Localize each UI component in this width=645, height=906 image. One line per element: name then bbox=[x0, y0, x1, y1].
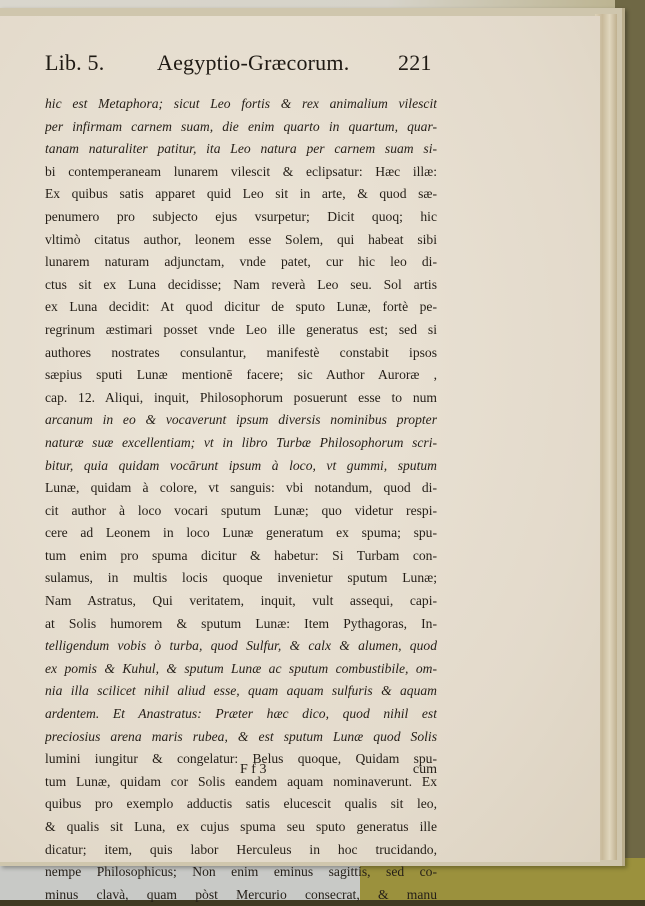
text-line: tanam naturaliter patitur, ita Leo natura per carnem suam si- bbox=[45, 141, 437, 157]
running-head bbox=[45, 50, 445, 84]
text-line: telligendum vobis ò turba, quod Sulfur, & calx & alumen, quod bbox=[45, 638, 437, 654]
catchword: cum bbox=[412, 762, 437, 777]
text-line: authores nostrates consulantur, manifestè constabit ipsos bbox=[45, 344, 437, 360]
text-line: Lunæ, quidam à colore, vt sanguis: vbi notandum, quod di- bbox=[45, 480, 437, 496]
text-line: sæpius sputi Lunæ mentionē facere; sic Author Auroræ , bbox=[45, 367, 437, 383]
text-line: hic est Metaphora; sicut Leo fortis & rex animalium vilescit bbox=[45, 96, 437, 111]
text-line: tum enim pro spuma dicitur & habetur: Si Turbam con- bbox=[45, 547, 437, 563]
text-line: ctus sit ex Luna decidisse; Nam reverà Leo seu. Sol artis bbox=[45, 276, 437, 292]
text-line: sulamus, in multis locis quoque invenietur sputum Lunæ; bbox=[45, 570, 437, 586]
text-line: arcanum in eo & vocaverunt ipsum diversis nominibus propter bbox=[45, 412, 437, 428]
text-line: bitur, quia quidam vocārunt ipsum à loco, vt gummi, sputum bbox=[45, 457, 437, 473]
text-line: nia illa scilicet nihil aliud esse, quam aquam sulfuris & aquam bbox=[45, 683, 437, 699]
text-line: at Solis humorem & sputum Lunæ: Item Pythagoras, In- bbox=[45, 615, 437, 631]
text-line: cap. 12. Aliqui, inquit, Philosophorum posuerunt esse to num bbox=[45, 389, 437, 405]
page-number: 221 bbox=[398, 50, 432, 75]
text-line: ex pomis & Kuhul, & sputum Lunæ ac sputum combustibile, om- bbox=[45, 660, 437, 676]
text-line: penumero pro subjecto ejus vsurpetur; Dicit quoq; hic bbox=[45, 208, 437, 224]
text-line: Nam Astratus, Qui veritatem, inquit, vult assequi, capi- bbox=[45, 593, 437, 609]
text-line: cit author à loco vocari sputum Lunæ; quo videtur respi- bbox=[45, 502, 437, 518]
text-line: preciosius arena maris rubea, & est sputum Lunæ quod Solis bbox=[45, 728, 437, 744]
text-line: vltimò citatus author, leonem esse Solem, qui habeat sibi bbox=[45, 231, 437, 247]
text-line: minus clavà, quam pòst Mercurio consecrat, & manu bbox=[45, 886, 437, 902]
text-line: bi contemperaneam lunarem vilescit & eclipsatur: Hæc illæ: bbox=[45, 163, 437, 179]
text-line: nempe Philosophicus; Non enim eminus sagittis, sed co- bbox=[45, 864, 437, 880]
text-line: cere ad Leonem in loco Lunæ generatum ex spuma; spu- bbox=[45, 525, 437, 541]
text-line: regrinum æstimari posset vnde Leo ille generatus est; sed si bbox=[45, 321, 437, 337]
page-footer bbox=[45, 762, 437, 784]
book-number: Lib. 5. bbox=[45, 50, 105, 75]
text-line: Ex quibus satis apparet quid Leo sit in arte, & quod sæ- bbox=[45, 186, 437, 202]
text-line: tum Lunæ, quidam cor Solis eandem aquam nominaverunt. Ex bbox=[45, 773, 437, 789]
text-line: lumini iungitur & congelatur: Belus quoque, Quidam spu- bbox=[45, 751, 437, 767]
text-line: ardentem. Et Anastratus: Præter hæc dico, quod nihil est bbox=[45, 706, 437, 722]
text-line: per infirmam carnem suam, die enim quarto in quartum, quar- bbox=[45, 118, 437, 134]
body-text bbox=[45, 93, 437, 906]
text-line: quibus pro exemplo adductis satis elucescit qualis sit leo, bbox=[45, 796, 437, 812]
running-title: Aegyptio-Græcorum. bbox=[157, 50, 350, 75]
text-line: & qualis sit Luna, ex cujus spuma seu sputo generatus ille bbox=[45, 819, 437, 834]
text-line: lunarem naturam adjunctam, vnde patet, cur hic leo di- bbox=[45, 254, 437, 270]
text-line: dicatur; item, quis labor Herculeus in hoc trucidando, bbox=[45, 841, 437, 857]
signature-mark: F f 3 bbox=[240, 762, 267, 777]
text-line: ex Luna decidit: At quod dicitur de sputo Lunæ, fortè pe- bbox=[45, 299, 437, 315]
text-line: naturæ suæ excellentiam; vt in libro Turbæ Philosophorum scri- bbox=[45, 434, 437, 450]
